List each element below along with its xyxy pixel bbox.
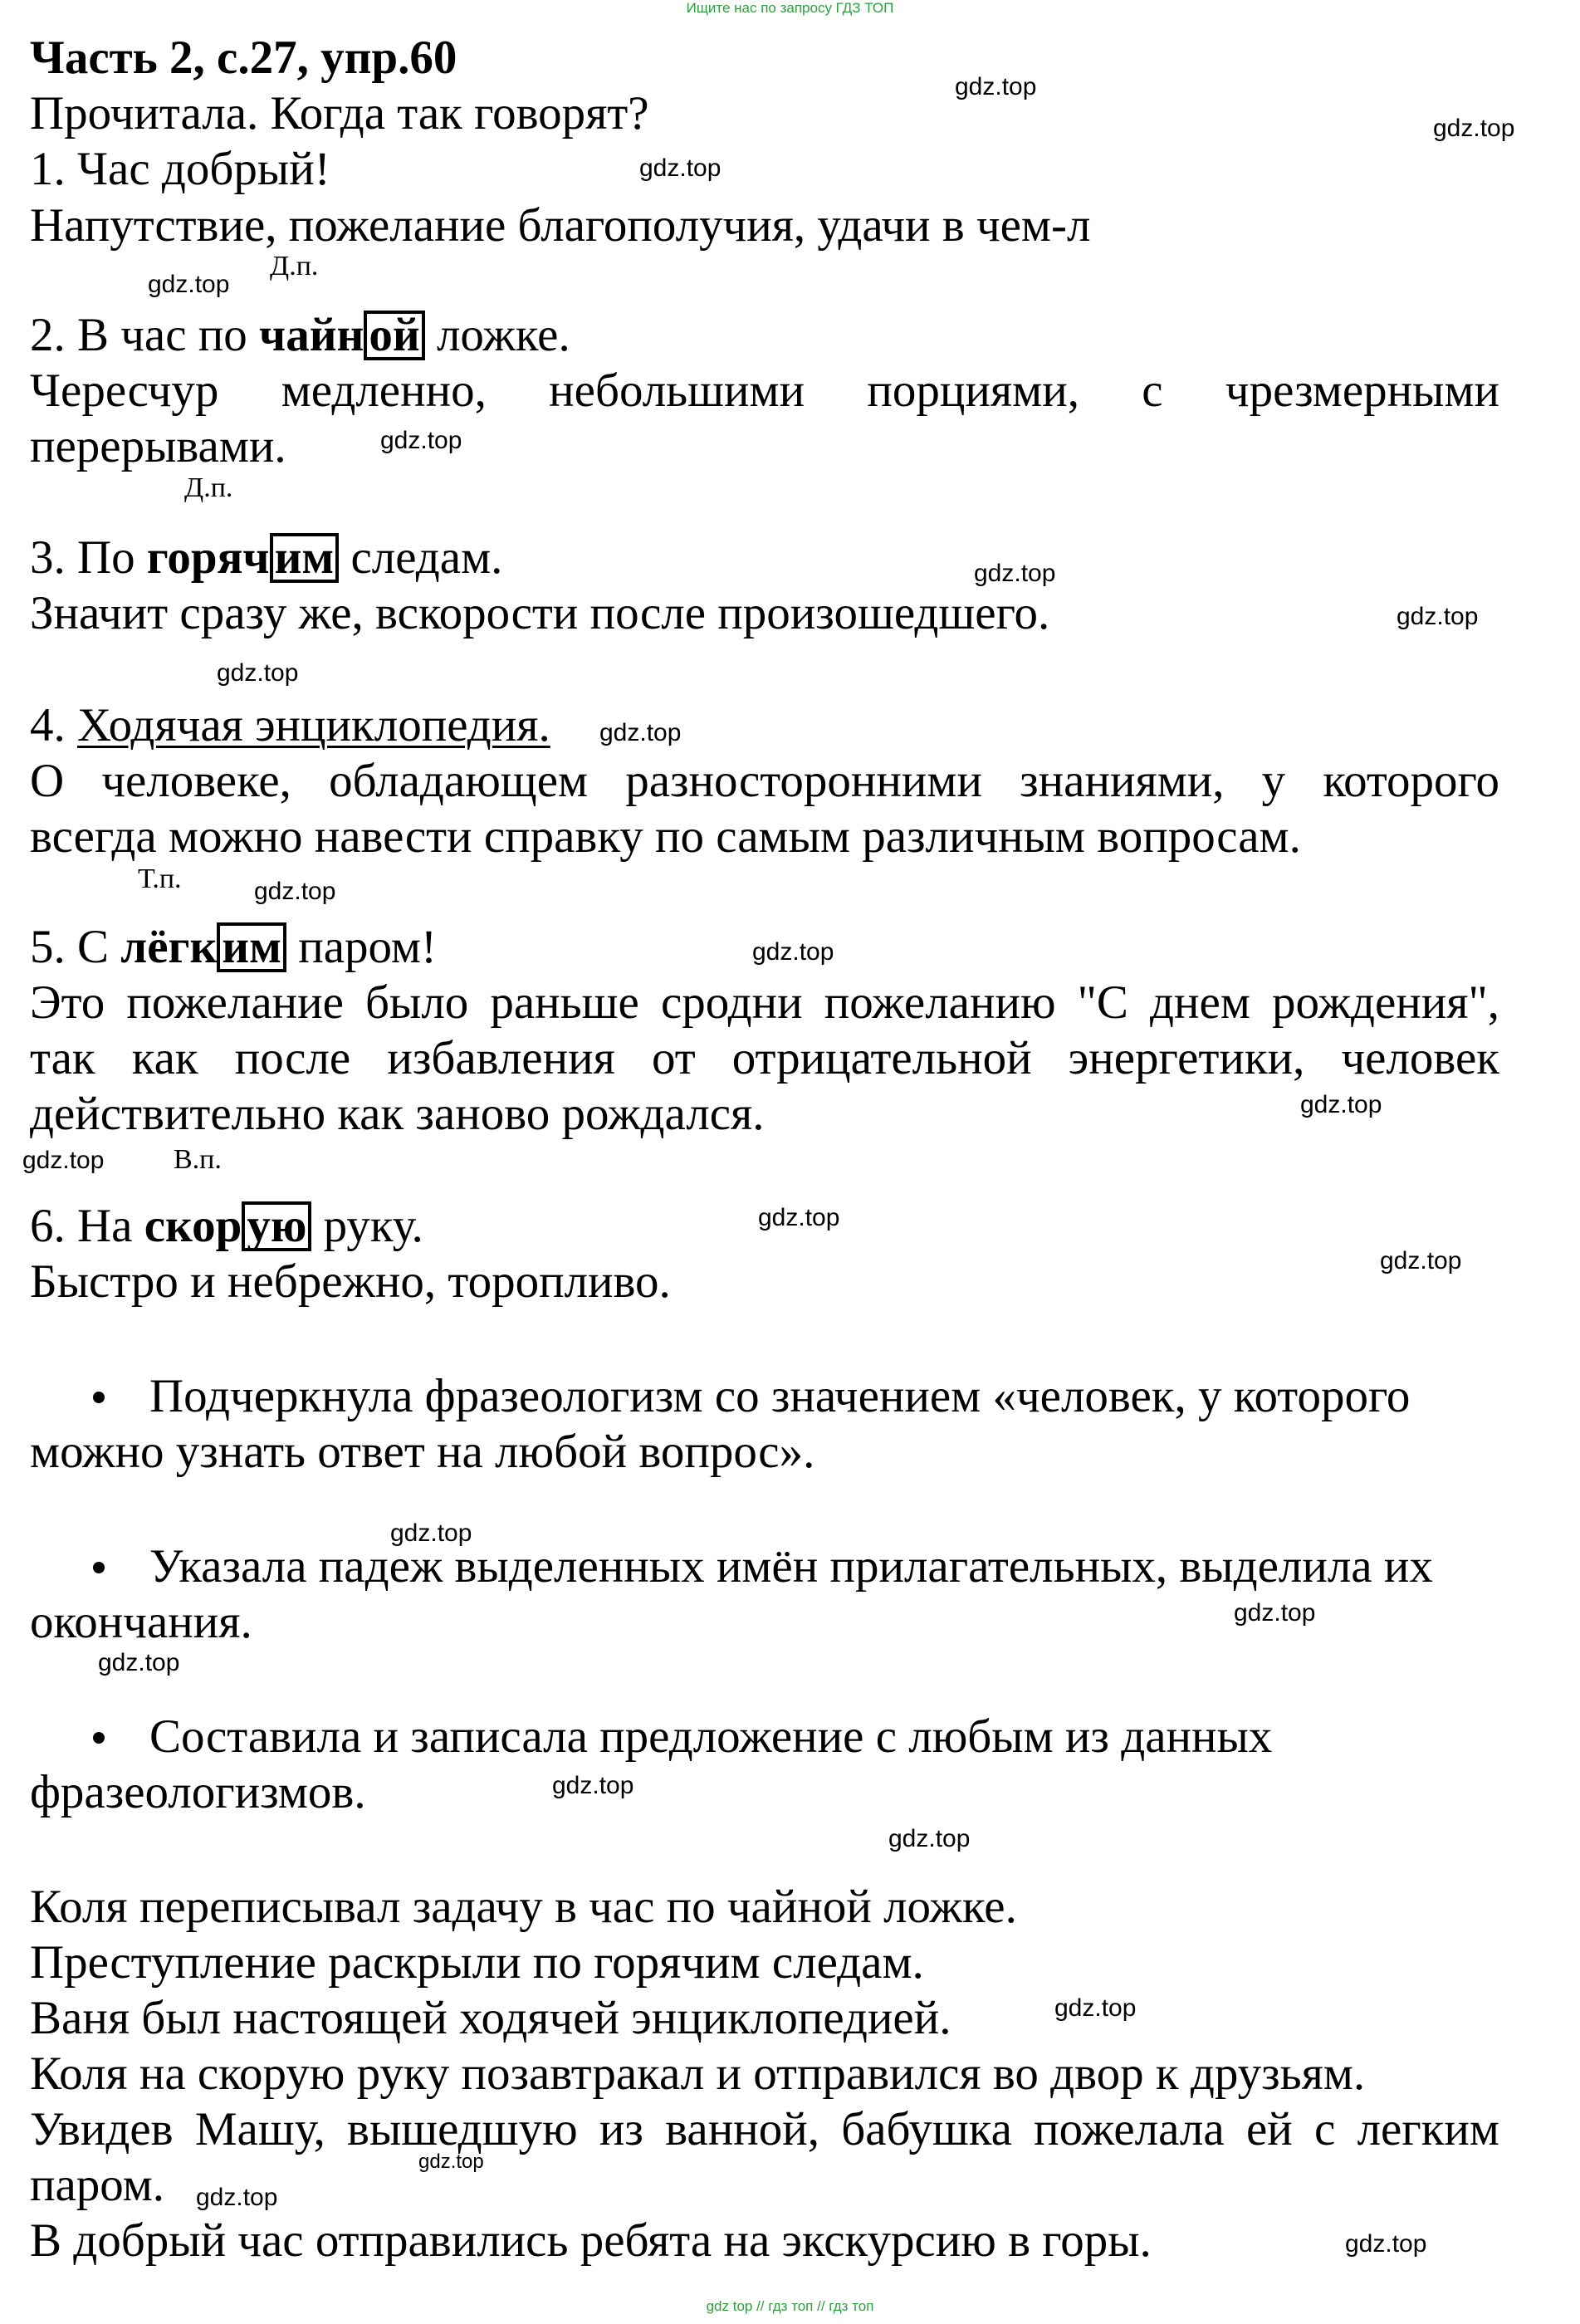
sentence-1: Коля переписывал задачу в час по чайной ложке.	[30, 1881, 1017, 1933]
watermark: gdz.top	[1054, 1994, 1137, 2022]
watermark: gdz.top	[758, 1204, 840, 1231]
item-1-case: Д.п.	[270, 251, 319, 281]
item-2-meaning-line2: перерывами.	[30, 420, 286, 472]
watermark: gdz.top	[599, 719, 682, 746]
item-6-ending-box: ую	[242, 1201, 311, 1251]
item-4-underlined-phrase: Ходячая энциклопедия.	[77, 699, 550, 751]
watermark: gdz.top	[98, 1649, 180, 1676]
sentence-4: Коля на скорую руку позавтракал и отправился во двор к друзьям.	[30, 2048, 1366, 2100]
watermark: gdz.top	[1300, 1091, 1382, 1118]
bullet-icon	[93, 1562, 105, 1573]
item-2-case: Д.п.	[184, 472, 233, 503]
watermark: gdz.top	[1234, 1599, 1316, 1627]
intro-text: Прочитала. Когда так говорят?	[30, 87, 649, 139]
sentence-2: Преступление раскрыли по горячим следам.	[30, 1936, 924, 1989]
item-1-meaning: Напутствие, пожелание благополучия, удачи в чем-л	[30, 199, 1091, 252]
task-3-line2: фразеологизмов.	[30, 1766, 366, 1818]
watermark: gdz.top	[888, 1825, 971, 1852]
bullet-icon	[93, 1732, 105, 1744]
task-2-line2: окончания.	[30, 1596, 252, 1648]
top-promo-note: Ищите нас по запросу ГДЗ ТОП	[686, 0, 894, 16]
item-3-meaning: Значит сразу же, вскорости после произошедшего.	[30, 587, 1050, 639]
watermark: gdz.top	[148, 271, 230, 298]
task-3-line1: Составила и записала предложение с любым из данных	[93, 1709, 1272, 1765]
item-2-phrase: 2. В час по чайн ой ложке.	[30, 309, 570, 361]
watermark: gdz.top	[418, 2150, 484, 2173]
item-5-phrase: 5. С лёгк им паром!	[30, 921, 437, 973]
item-5-ending-box: им	[217, 922, 286, 972]
item-4-meaning-line2: всегда можно навести справку по самым различным вопросам.	[30, 810, 1301, 863]
item-4-meaning-line1: О человеке, обладающем разносторонними знаниями, у которого	[30, 755, 1499, 807]
item-5-meaning-line2: так как после избавления от отрицательной энергетики, человек	[30, 1032, 1499, 1084]
watermark: gdz.top	[22, 1147, 105, 1174]
item-5-meaning-line1: Это пожелание было раньше сродни пожеланию "С днем рождения",	[30, 976, 1499, 1029]
watermark: gdz.top	[1397, 603, 1479, 630]
item-2-ending-box: ой	[364, 311, 424, 360]
item-6-phrase: 6. На скор ую руку.	[30, 1200, 423, 1252]
item-2-meaning-line1: Чересчур медленно, небольшими порциями, с чрезмерными	[30, 365, 1500, 417]
watermark: gdz.top	[1345, 2230, 1427, 2258]
watermark: gdz.top	[1433, 115, 1515, 142]
item-4-case: Т.п.	[138, 864, 182, 894]
item-5-meaning-line3: действительно как заново рождался.	[30, 1088, 765, 1140]
item-3-ending-box: им	[270, 533, 340, 583]
item-5-case: В.п.	[174, 1144, 222, 1175]
sentence-5-line1: Увидев Машу, вышедшую из ванной, бабушка пожелала ей с легким	[30, 2103, 1499, 2155]
task-2-line1: Указала падеж выделенных имён прилагательных, выделила их	[93, 1539, 1433, 1595]
watermark: gdz.top	[390, 1519, 472, 1547]
bullet-icon	[93, 1392, 105, 1403]
watermark: gdz.top	[196, 2184, 278, 2211]
watermark: gdz.top	[974, 560, 1056, 587]
watermark: gdz.top	[552, 1772, 634, 1799]
watermark: gdz.top	[380, 427, 462, 454]
item-3-phrase: 3. По горяч им следам.	[30, 531, 503, 584]
watermark: gdz.top	[639, 154, 722, 182]
sentence-3: Ваня был настоящей ходячей энциклопедией.	[30, 1992, 951, 2044]
task-1-line1: Подчеркнула фразеологизм со значением «человек, у которого	[93, 1368, 1410, 1425]
watermark: gdz.top	[955, 73, 1037, 100]
watermark: gdz.top	[254, 878, 336, 905]
watermark: gdz.top	[217, 659, 299, 687]
watermark: gdz.top	[1380, 1247, 1462, 1275]
sentence-5-line2: паром.	[30, 2159, 165, 2211]
sentence-6: В добрый час отправились ребята на экскурсию в горы.	[30, 2214, 1152, 2267]
watermark: gdz.top	[752, 938, 834, 966]
item-1-phrase: 1. Час добрый!	[30, 143, 330, 195]
task-1-line2: можно узнать ответ на любой вопрос».	[30, 1426, 815, 1478]
item-6-meaning: Быстро и небрежно, торопливо.	[30, 1255, 671, 1308]
item-4-phrase: 4. Ходячая энциклопедия.	[30, 699, 550, 751]
page-title: Часть 2, с.27, упр.60	[30, 32, 457, 84]
footer-promo-note: gdz top // гдз топ // гдз топ	[706, 2298, 874, 2314]
